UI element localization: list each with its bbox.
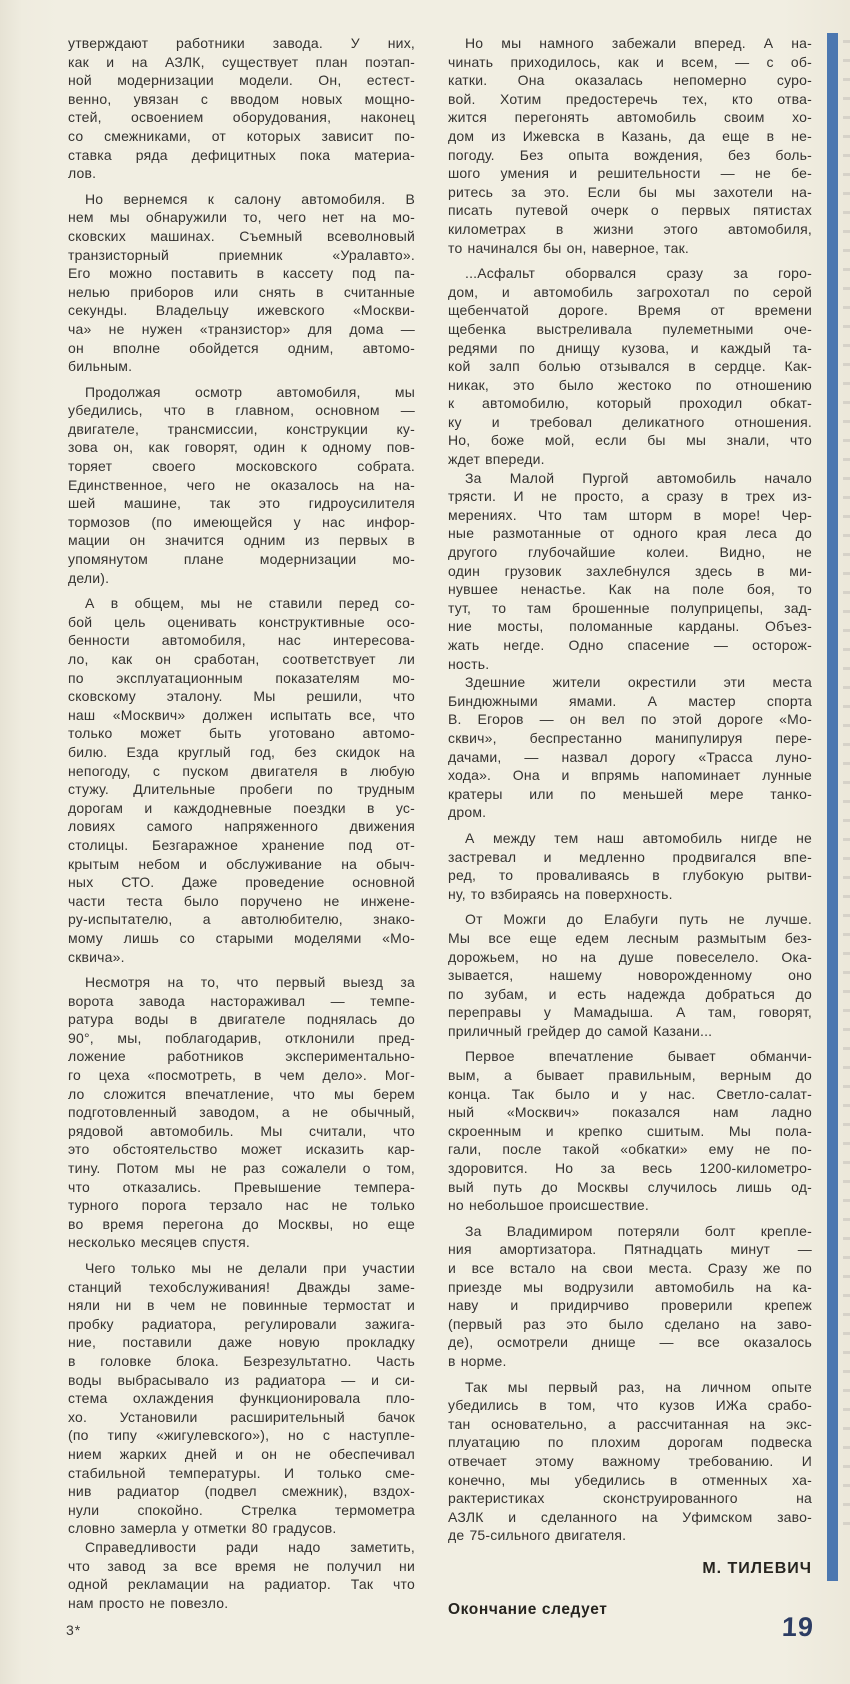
- text-line: нам просто не повезло.: [68, 1594, 229, 1611]
- text-line: что отказались. Превышение темпера-: [68, 1178, 415, 1195]
- text-line: бенности автомобиля, нас интересова-: [68, 632, 415, 649]
- text-line: скроенным и крепко сшитым. Мы пола-: [448, 1122, 812, 1139]
- text-line: в норме.: [448, 1352, 507, 1369]
- text-line: тину. Потом мы не раз сожалели о том,: [68, 1160, 415, 1177]
- text-line: За Малой Пургой автомобиль начало: [465, 469, 812, 486]
- text-line: отвечает этому важному требованию. И: [448, 1452, 812, 1469]
- text-line: рядовой автомобиль. Мы считали, что: [68, 1122, 415, 1139]
- text-line: Но мы намного забежали вперед. А на-: [465, 35, 812, 51]
- text-line: жится перегонять автомобиль своим хо-: [448, 109, 812, 126]
- text-line: жать негде. Одно спасение — осторож-: [448, 637, 812, 653]
- text-line: вым, а бывает правильным, верным до: [448, 1067, 812, 1084]
- text-line: другого глубочайшие колеи. Видно, не: [448, 544, 812, 561]
- text-line: рактеристиках сконструированного на: [448, 1490, 812, 1507]
- text-line: бильным.: [68, 358, 133, 375]
- text-line: один грузовик захлебнулся здесь в ми-: [448, 562, 812, 579]
- text-line: приезде мы водрузили автомобиль на ка-: [448, 1278, 812, 1295]
- text-line: дорожьем, но на душе повеселело. Ока-: [448, 948, 812, 965]
- text-line: по зубам, и есть надежда добраться до: [448, 985, 812, 1002]
- author-signature: М. ТИЛЕВИЧ: [702, 1559, 812, 1577]
- text-line: Биндюжными ямами. А мастер спорта: [448, 692, 812, 709]
- text-line: непогоду, с пуском двигателя в любую: [68, 762, 415, 779]
- text-line: убедились, что в главном, основном —: [68, 402, 415, 419]
- text-line: (первый раз это было сделано на заво-: [448, 1315, 812, 1332]
- text-line: От Можги до Елабуги путь не лучше.: [465, 911, 812, 928]
- text-line: конечно, мы убедились в отменных ха-: [448, 1471, 812, 1488]
- text-line: трясти. И не просто, а сразу в трех из-: [448, 488, 812, 505]
- text-line: А между тем наш автомобиль нигде не: [465, 829, 812, 846]
- text-line: Несмотря на то, что первый выезд за: [85, 974, 415, 991]
- text-line: несколько месяцев спустя.: [68, 1234, 250, 1251]
- text-line: тут, то там брошенные полуприцепы, зад-: [448, 599, 812, 616]
- text-line: де 75-сильного двигателя.: [448, 1527, 627, 1544]
- text-line: ность.: [448, 655, 490, 672]
- text-line: Так мы первый раз, на личном опыте: [465, 1378, 812, 1395]
- text-line: части теста было поручено не инжене-: [68, 892, 415, 909]
- text-line: хо. Установили расширительный бачок: [68, 1408, 415, 1425]
- text-line: то начинался бы он, наверное, так.: [448, 239, 689, 256]
- text-line: няли ни в чем не повинные термостат и: [68, 1297, 415, 1314]
- paragraph: [448, 264, 812, 469]
- text-line: упомянутом плане модернизации мо-: [68, 551, 415, 568]
- text-line: хода». Она и впрямь напоминает лунные: [448, 767, 812, 784]
- text-line: дели).: [68, 569, 110, 586]
- left-text-column: [68, 34, 415, 1612]
- text-line: лов.: [68, 165, 97, 182]
- text-line: Но вернемся к салону автомобиля. В: [85, 190, 415, 207]
- text-line: подготовленный заводом, а не обычный,: [68, 1104, 415, 1121]
- text-line: ритесь за это. Если бы мы захотели на-: [448, 183, 812, 200]
- text-line: ча» не нужен «транзистор» для дома —: [68, 320, 415, 337]
- text-line: го цеха «посмотреть, в чем дело». Мог-: [68, 1067, 415, 1084]
- text-line: билю. Езда круглый год, без скидок на: [68, 743, 415, 760]
- text-line: ждет впереди.: [448, 451, 545, 468]
- text-line: 90°, мы, поблагодарив, отклонили пред-: [68, 1029, 415, 1046]
- text-line: утверждают работники завода. У них,: [68, 35, 415, 51]
- paragraph: [68, 1538, 415, 1612]
- text-line: Его можно поставить в кассету под па-: [68, 265, 415, 282]
- text-line: торяет своего московского собрата.: [68, 458, 415, 475]
- text-line: и все встало на свои места. Сразу же по: [448, 1260, 812, 1276]
- text-line: Продолжая осмотр автомобиля, мы: [85, 383, 415, 400]
- text-line: по эксплуатационным показателям мо-: [68, 669, 415, 686]
- text-line: здоровится. Но за весь 1200-километро-: [448, 1160, 812, 1177]
- text-line: ло сложится впечатление, что мы берем: [68, 1085, 415, 1102]
- text-line: ния амортизатора. Пятнадцать минут —: [448, 1241, 812, 1258]
- text-line: погоду. Без опыта вождения, без боль-: [448, 146, 812, 163]
- text-line: к автомобилю, который проходил обкат-: [448, 395, 812, 412]
- text-line: он вполне обойдется одним, автомо-: [68, 339, 415, 356]
- text-line: Мы все еще едем лесным размытым без-: [448, 929, 812, 946]
- text-line: но небольшое происшествие.: [448, 1197, 649, 1214]
- text-line: стей, освоением оборудования, наконец: [68, 109, 415, 126]
- page-number: 19: [781, 1612, 815, 1642]
- text-line: АЗЛК и сделанного на Уфимском заво-: [448, 1508, 812, 1525]
- text-line: де), осмотрели днище — все оказалось: [448, 1334, 812, 1351]
- text-line: сквич», беспрестанно манипулируя пере-: [448, 729, 812, 746]
- text-line: ред, то проваливаясь в глубокую рытви-: [448, 867, 812, 884]
- text-line: ной модернизации модели. Он, естест-: [68, 72, 415, 89]
- text-line: Первое впечатление бывает обманчи-: [465, 1048, 812, 1065]
- text-line: как и на АЗЛК, существует план поэтап-: [68, 53, 415, 70]
- text-line: воды выбрасывало из радиатора — и си-: [68, 1371, 415, 1388]
- text-line: катки. Она оказалась непомерно суро-: [448, 72, 812, 89]
- text-line: только может быть уготовано автомо-: [68, 725, 415, 742]
- paragraph: [448, 1378, 812, 1545]
- text-line: В. Егоров — он вел по этой дороге «Мо-: [448, 711, 812, 728]
- text-line: щебенчатой дороге. Время от времени: [448, 302, 812, 319]
- text-line: дорогам и каждодневные поездки в ус-: [68, 799, 415, 816]
- text-line: ние, поставили даже новую прокладку: [68, 1334, 415, 1351]
- text-line: что завод за все время не получил ни: [68, 1557, 415, 1574]
- text-line: мому лишь со старыми моделями «Мо-: [68, 929, 415, 946]
- text-line: тормозов (по имеющейся у нас инфор-: [68, 513, 415, 530]
- text-line: зова он, как говорят, один к одному пов-: [68, 439, 415, 456]
- paragraph: [448, 829, 812, 903]
- text-line: За Владимиром потеряли болт крепле-: [465, 1222, 812, 1239]
- text-line: пробку радиатора, регулировали зажига-: [68, 1315, 415, 1332]
- to-be-continued-note: Окончание следует: [448, 1600, 608, 1618]
- text-line: нелью приборов или снять в считанные: [68, 283, 415, 300]
- text-line: ловиях самого напряженного движения: [68, 818, 415, 835]
- text-line: писать путевой очерк о первых пятистах: [448, 202, 812, 219]
- text-line: крытым небом и обслуживание на обыч-: [68, 855, 415, 872]
- text-line: ну, то взбираясь на поверхность.: [448, 885, 673, 902]
- text-line: ные размотанные от одного края леса до: [448, 525, 812, 542]
- text-line: ние мосты, поломанные карданы. Объез-: [448, 618, 812, 635]
- page-edge-bleed: [843, 40, 850, 1540]
- text-line: А в общем, мы не ставили перед со-: [85, 595, 415, 612]
- text-line: мерениях. Что там шторм в море! Чер-: [448, 506, 812, 523]
- text-line: нем мы обнаружили то, чего нет на мо-: [68, 209, 415, 226]
- text-line: застревал и медленно продвигался впе-: [448, 848, 812, 865]
- text-line: ставка ряда дефицитных пока материа-: [68, 146, 415, 163]
- text-line: кой залп болью отзывался в сердце. Как-: [448, 358, 812, 375]
- text-line: ложение работников экспериментально-: [68, 1048, 415, 1065]
- text-line: гали, после такой «обкатки» ему не по-: [448, 1141, 812, 1158]
- text-line: ных СТО. Даже проведение основной: [68, 874, 415, 891]
- text-line: ный «Москвич» показался нам ладно: [448, 1104, 812, 1121]
- text-line: ворота завода настораживал — темпе-: [68, 992, 415, 1009]
- text-line: сковскому эталону. Мы решили, что: [68, 688, 415, 705]
- text-line: дом из Ижевска в Казань, да еще в не-: [448, 127, 812, 144]
- text-line: плуатацию по плохим дорогам подвеска: [448, 1434, 812, 1451]
- text-line: убедились в том, что кузов ИЖа срабо-: [448, 1397, 812, 1414]
- blue-margin-stripe: [827, 33, 838, 1581]
- text-line: зывается, нашему новорожденному оно: [448, 967, 812, 984]
- text-line: тан основательно, а рассчитанная на экс-: [448, 1415, 812, 1432]
- text-line: сквича».: [68, 948, 125, 965]
- text-line: столицы. Безгаражное хранение под от-: [68, 836, 415, 853]
- text-line: приличный грейдер до самой Казани...: [448, 1022, 713, 1039]
- paragraph: [68, 190, 415, 376]
- paragraph: [68, 383, 415, 588]
- text-line: кратеры или по меньшей мере танко-: [448, 785, 812, 802]
- text-line: Единственное, чего не оказалось на на-: [68, 476, 415, 493]
- text-line: ло, как он сработан, соответствует ли: [68, 651, 415, 667]
- text-line: (по типу «жигулевского»), но с наступле-: [68, 1427, 415, 1444]
- text-line: Справедливости ради надо заметить,: [85, 1538, 415, 1555]
- text-line: дачами, — назвал дорогу «Трасса луно-: [448, 748, 812, 765]
- text-line: одной рекламации на радиатор. Так что: [68, 1576, 415, 1593]
- paragraph: [448, 34, 812, 257]
- text-line: секунды. Владельцу ижевского «Москви-: [68, 302, 415, 319]
- text-line: словно замерла у отметки 80 градусов.: [68, 1520, 337, 1537]
- text-line: нувшее ненастье. Как на поле боя, то: [448, 581, 812, 598]
- text-line: шей машине, так это гидроусилителя: [68, 495, 415, 512]
- text-line: ратура воды в двигателе поднялась до: [68, 1011, 415, 1028]
- text-line: стабильной температуры. И только сме-: [68, 1464, 415, 1481]
- text-line: ...Асфальт оборвался сразу за горо-: [465, 265, 812, 282]
- text-line: венно, увязан с вводом новых мощно-: [68, 90, 415, 107]
- text-line: ку и требовал деликатного отношения.: [448, 413, 812, 430]
- text-line: наш «Москвич» должен испытать все, что: [68, 706, 415, 723]
- text-line: конца. Так было и у нас. Светло-салат-: [448, 1085, 812, 1102]
- text-line: со смежниками, от которых зависит по-: [68, 127, 415, 144]
- text-line: наву и придирчиво проверили крепеж: [448, 1297, 812, 1314]
- text-line: ру-испытателю, а автолюбителю, знако-: [68, 911, 415, 928]
- text-line: это обстоятельство может исказить кар-: [68, 1141, 415, 1158]
- text-line: станций техобслуживания! Дважды заме-: [68, 1278, 415, 1295]
- text-line: Здешние жители окрестили эти места: [465, 674, 812, 691]
- paragraph: [448, 910, 812, 1040]
- text-line: нив радиатор (подвел смежник), вздох-: [68, 1483, 415, 1500]
- text-line: дром.: [448, 804, 487, 821]
- paragraph: [448, 1222, 812, 1371]
- text-line: переправы у Мамадыша. А там, говорят,: [448, 1004, 812, 1021]
- text-line: стужу. Длительные пробеги по трудным: [68, 781, 415, 798]
- text-line: мации он значится одним из первых в: [68, 532, 415, 549]
- text-line: щебенка выстреливала пулеметными оче-: [448, 320, 812, 337]
- paragraph: [68, 1259, 415, 1538]
- right-text-column: [448, 34, 812, 1619]
- text-line: километрах в жизни этого автомобиля,: [448, 220, 812, 237]
- printer-signature-mark: 3*: [66, 1622, 82, 1638]
- text-line: бой цель оценивать конструктивные осо-: [68, 613, 415, 630]
- text-line: нули спокойно. Стрелка термометра: [68, 1501, 415, 1518]
- paragraph: [448, 1047, 812, 1214]
- text-line: Чего только мы не делали при участии: [85, 1260, 415, 1276]
- text-line: турного порога терзало нас не только: [68, 1197, 415, 1214]
- text-line: вый путь до Москвы случилось лишь од-: [448, 1178, 812, 1195]
- text-line: двигателе, трансмиссии, конструкции ку-: [68, 420, 415, 437]
- text-line: редями по днищу кузова, и каждый та-: [448, 339, 812, 356]
- text-line: никак, это было жестоко по отношению: [448, 376, 812, 393]
- text-line: чинать приходилось, как и всем, — с об-: [448, 53, 812, 70]
- paragraph: [448, 469, 812, 674]
- text-line: дом, и автомобиль загрохотал по серой: [448, 283, 812, 300]
- text-line: шого умения и решительности — не бе-: [448, 165, 812, 182]
- paragraph: [68, 34, 415, 183]
- text-line: вой. Хотим предостеречь тех, кто отва-: [448, 90, 812, 107]
- text-line: нием жарких дней и он не обеспечивал: [68, 1445, 415, 1462]
- text-line: в головке блока. Безрезультатно. Часть: [68, 1352, 415, 1369]
- paragraph: [448, 673, 812, 822]
- text-line: во время перегона до Москвы, но еще: [68, 1215, 415, 1232]
- text-line: Но, боже мой, если бы мы знали, что: [448, 432, 812, 449]
- text-line: транзисторный приемник «Уралавто».: [68, 246, 415, 263]
- text-line: стема охлаждения функционировала пло-: [68, 1390, 415, 1407]
- paragraph: [68, 594, 415, 966]
- paragraph: [68, 973, 415, 1252]
- text-line: сковских машинах. Съемный всеволновый: [68, 227, 415, 244]
